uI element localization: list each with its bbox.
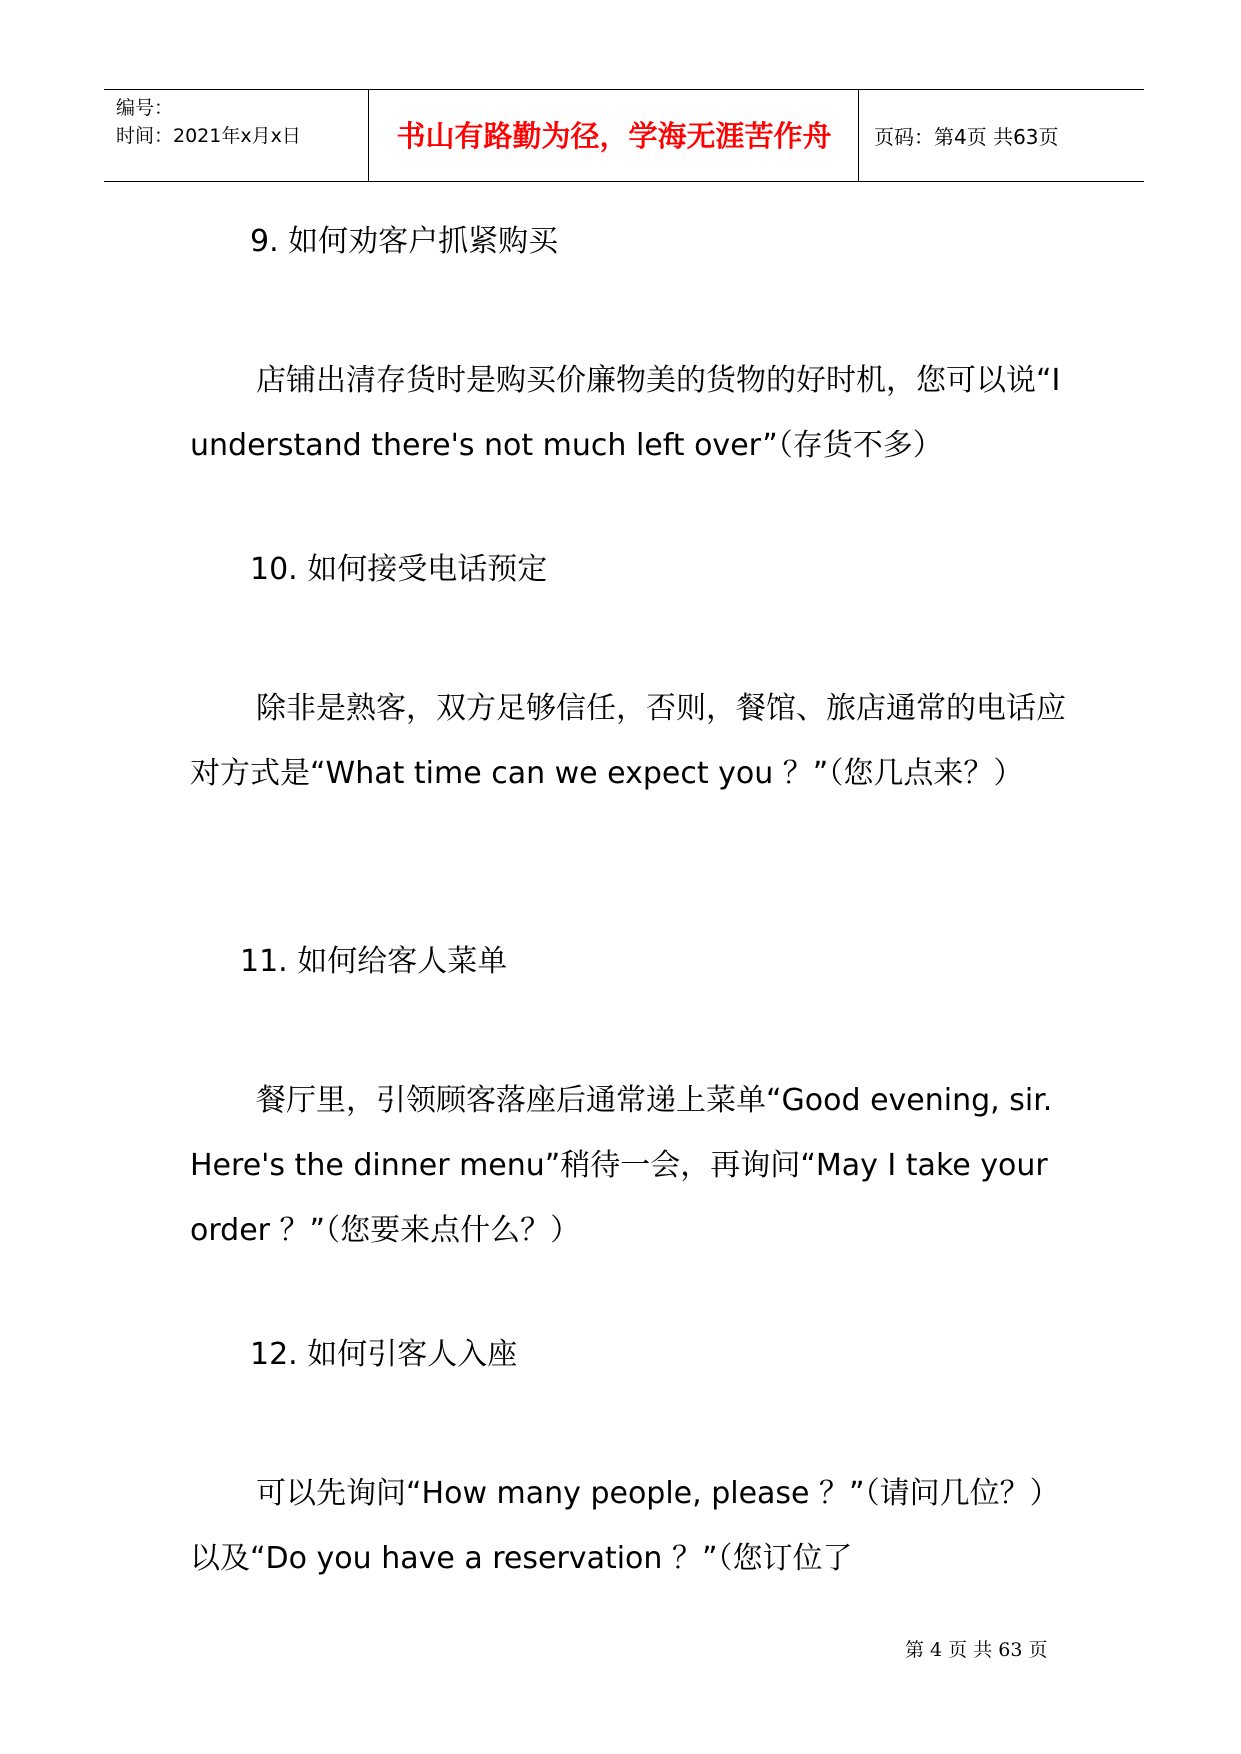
section-heading [250, 222, 558, 262]
header-divider-right [858, 90, 859, 181]
para-text: （请问几位？）以及 [190, 1476, 1060, 1576]
section-heading-text: 如何接受电话预定 [307, 552, 548, 587]
header-page-label: 页码：第4页 共63页 [874, 125, 1059, 149]
section-heading-number: 10. [250, 552, 298, 587]
section-heading [250, 550, 547, 590]
para-text: （您订位了 [717, 1541, 853, 1576]
para-text: 店铺出清存货时是购买价廉物美的货物的好时机，您可以说 [256, 363, 1036, 398]
para-quote-en: “I understand there's not much left over” [190, 363, 1061, 463]
section-paragraph [190, 1068, 1070, 1263]
page-footer: 第 4 页 共 63 页 [905, 1639, 1048, 1661]
para-text: 可以先询问 [256, 1476, 406, 1511]
para-quote-en: “What time can we expect you ？” [310, 756, 829, 791]
para-text: 餐厅里，引领顾客落座后通常递上菜单 [256, 1083, 766, 1118]
para-quote-en: “May I take your order ？” [190, 1148, 1048, 1248]
header-time-label: 时间：2021年x月x日 [116, 125, 301, 147]
section-paragraph [190, 676, 1070, 806]
para-text: 稍待一会，再询问 [560, 1148, 801, 1183]
header-meta [116, 94, 301, 150]
header-motto: 书山有路勤为径，学海无涯苦作舟 [396, 119, 832, 153]
header-number-label: 编号： [116, 97, 174, 119]
para-quote-en: “How many people, please ？” [406, 1476, 865, 1511]
page-header [104, 89, 1144, 182]
section-heading-number: 11. [240, 944, 288, 979]
para-text: （存货不多） [777, 428, 943, 463]
section-heading [240, 942, 507, 982]
section-heading-number: 12. [250, 1337, 298, 1372]
section-heading-text: 如何给客人菜单 [297, 944, 508, 979]
section-heading [250, 1335, 517, 1375]
para-quote-en: “Do you have a reservation ？” [250, 1541, 718, 1576]
para-text: （您要来点什么？） [325, 1213, 581, 1248]
header-divider-left [368, 90, 369, 181]
para-text: 除非是熟客，双方足够信任，否则，餐馆、旅店通常的电话应对方式是 [190, 691, 1066, 791]
para-quote-en: “Good evening, sir. Here's the dinner menu” [190, 1083, 1053, 1183]
para-text: （您几点来？） [828, 756, 1024, 791]
section-heading-number: 9. [250, 224, 279, 259]
section-paragraph [190, 1461, 1070, 1591]
section-heading-text: 如何劝客户抓紧购买 [288, 224, 559, 259]
section-paragraph [190, 348, 1070, 478]
section-heading-text: 如何引客人入座 [307, 1337, 518, 1372]
